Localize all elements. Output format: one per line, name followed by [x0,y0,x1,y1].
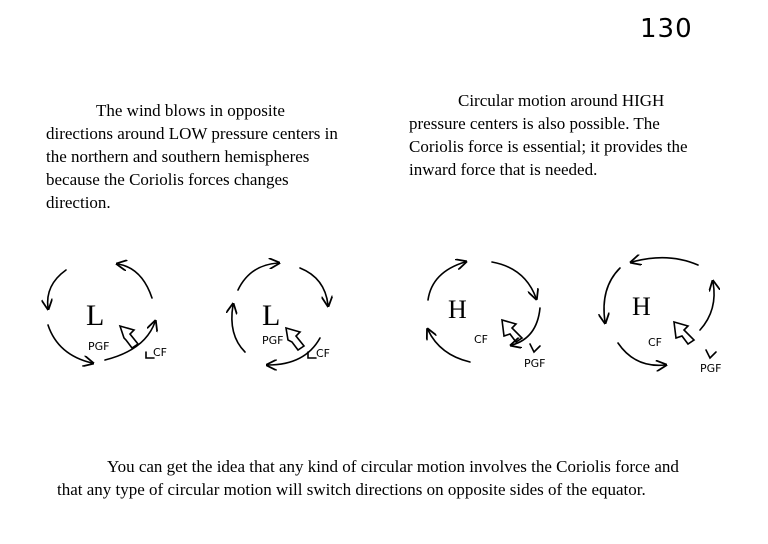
flow-arrow [48,270,66,308]
flow-arrow [492,262,536,298]
page-number: 130 [640,14,693,44]
pressure-center-label: L [262,299,281,332]
pgf-arrow-icon [286,328,304,350]
pressure-center-label: H [448,295,467,324]
low-north-diagram [48,264,167,363]
summary-paragraph: You can get the idea that any kind of circular motion involves the Coriolis force and that any type of circular motion will switch directions on opposite sides of the equator. [57,457,679,499]
high-north-diagram [428,262,545,370]
pgf-arrow-icon [674,322,694,344]
cf-label: CF [474,333,489,346]
pressure-center-label: H [632,292,651,321]
low-pressure-paragraph: The wind blows in opposite directions around LOW pressure centers in the northern and southern hemispheres because the Coriolis forces changes direction. [46,101,338,212]
cf-label: CF [153,346,168,359]
pgf-small-arrow-icon [530,344,540,352]
flow-arrow [105,322,155,360]
flow-arrow [300,268,328,305]
high-pressure-paragraph: Circular motion around HIGH pressure centers is also possible. The Coriolis force is essential; it provides the inward force that is needed. [409,91,688,179]
cf-arrow-icon [308,352,316,358]
pgf-arrow-icon [502,320,522,342]
pgf-small-arrow-icon [706,350,716,358]
low-south-diagram [232,263,330,365]
pgf-arrow-icon [120,326,138,348]
flow-arrow [700,282,714,330]
flow-arrow [232,305,245,352]
flow-arrow [238,263,278,290]
flow-arrow [604,268,620,322]
flow-arrow [512,308,540,345]
flow-arrow [632,258,698,265]
pgf-label: PGF [262,334,284,347]
pressure-center-label: L [86,299,105,332]
flow-arrow [428,330,470,362]
flow-arrow [118,264,152,298]
pgf-label: PGF [700,362,722,375]
cf-label: CF [648,336,663,349]
high-south-diagram [604,258,721,375]
pgf-label: PGF [524,357,546,370]
pgf-label: PGF [88,340,110,353]
cf-label: CF [316,347,331,360]
